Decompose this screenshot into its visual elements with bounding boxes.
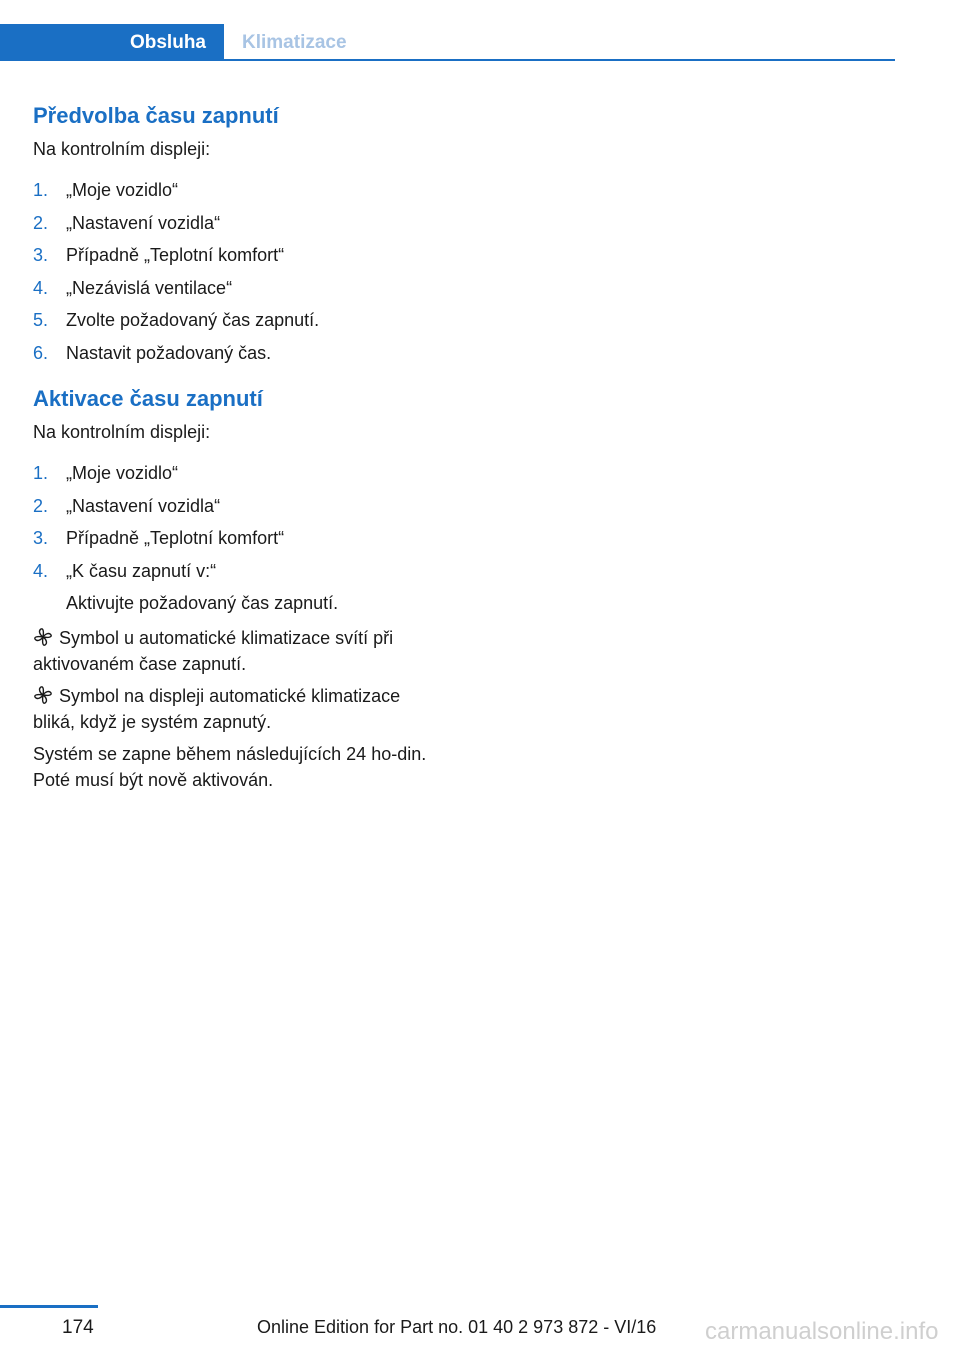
step-list (33, 457, 443, 587)
list-item: 2. „Nastavení vozidla“ (33, 495, 221, 516)
step-sub-text: Aktivujte požadovaný čas zapnutí. (66, 593, 339, 613)
list-item: 4. „K času zapnutí v:“ (33, 560, 217, 581)
section-intro: Na kontrolním displeji: (33, 422, 211, 442)
step-list (33, 174, 443, 369)
tab-obsluha: Obsluha (0, 24, 224, 61)
list-item: 1. „Moje vozidlo“ (33, 463, 179, 483)
paragraph-symbol-lit: Symbol u automatické klimatizace svítí při aktivovaném čase zapnutí. (33, 628, 394, 674)
page-number: 174 (62, 1317, 94, 1338)
list-item: 4. „Nezávislá ventilace“ (33, 277, 233, 298)
section-title-activate: Aktivace času zapnutí (33, 386, 263, 411)
watermark: carmanualsonline.info (705, 1318, 939, 1345)
list-item: 5. Zvolte požadovaný čas zapnutí. (33, 310, 320, 330)
footer-divider (0, 1305, 98, 1308)
header-divider (224, 59, 895, 61)
paragraph-symbol-blinks: Symbol na displeji automatické klimatizace bliká, když je systém zapnutý. (33, 686, 401, 732)
edition-note: Online Edition for Part no. 01 40 2 973 872 - VI/16 (257, 1317, 657, 1337)
fan-icon (33, 685, 53, 705)
list-item: 1. „Moje vozidlo“ (33, 180, 179, 200)
list-item: 3. Případně „Teplotní komfort“ (33, 528, 285, 548)
header-bar (0, 24, 895, 61)
section-intro: Na kontrolním displeji: (33, 139, 211, 159)
list-item: 3. Případně „Teplotní komfort“ (33, 245, 285, 265)
fan-icon (33, 627, 53, 647)
paragraph-system-info: Systém se zapne během následujících 24 ho-din. Poté musí být nově aktivován. (33, 744, 427, 790)
main-content (33, 100, 443, 793)
section-title-preset: Předvolba času zapnutí (33, 103, 279, 128)
list-item: 6. Nastavit požadovaný čas. (33, 342, 272, 363)
list-item: 2. „Nastavení vozidla“ (33, 212, 221, 233)
tab-klimatizace: Klimatizace (242, 31, 347, 53)
